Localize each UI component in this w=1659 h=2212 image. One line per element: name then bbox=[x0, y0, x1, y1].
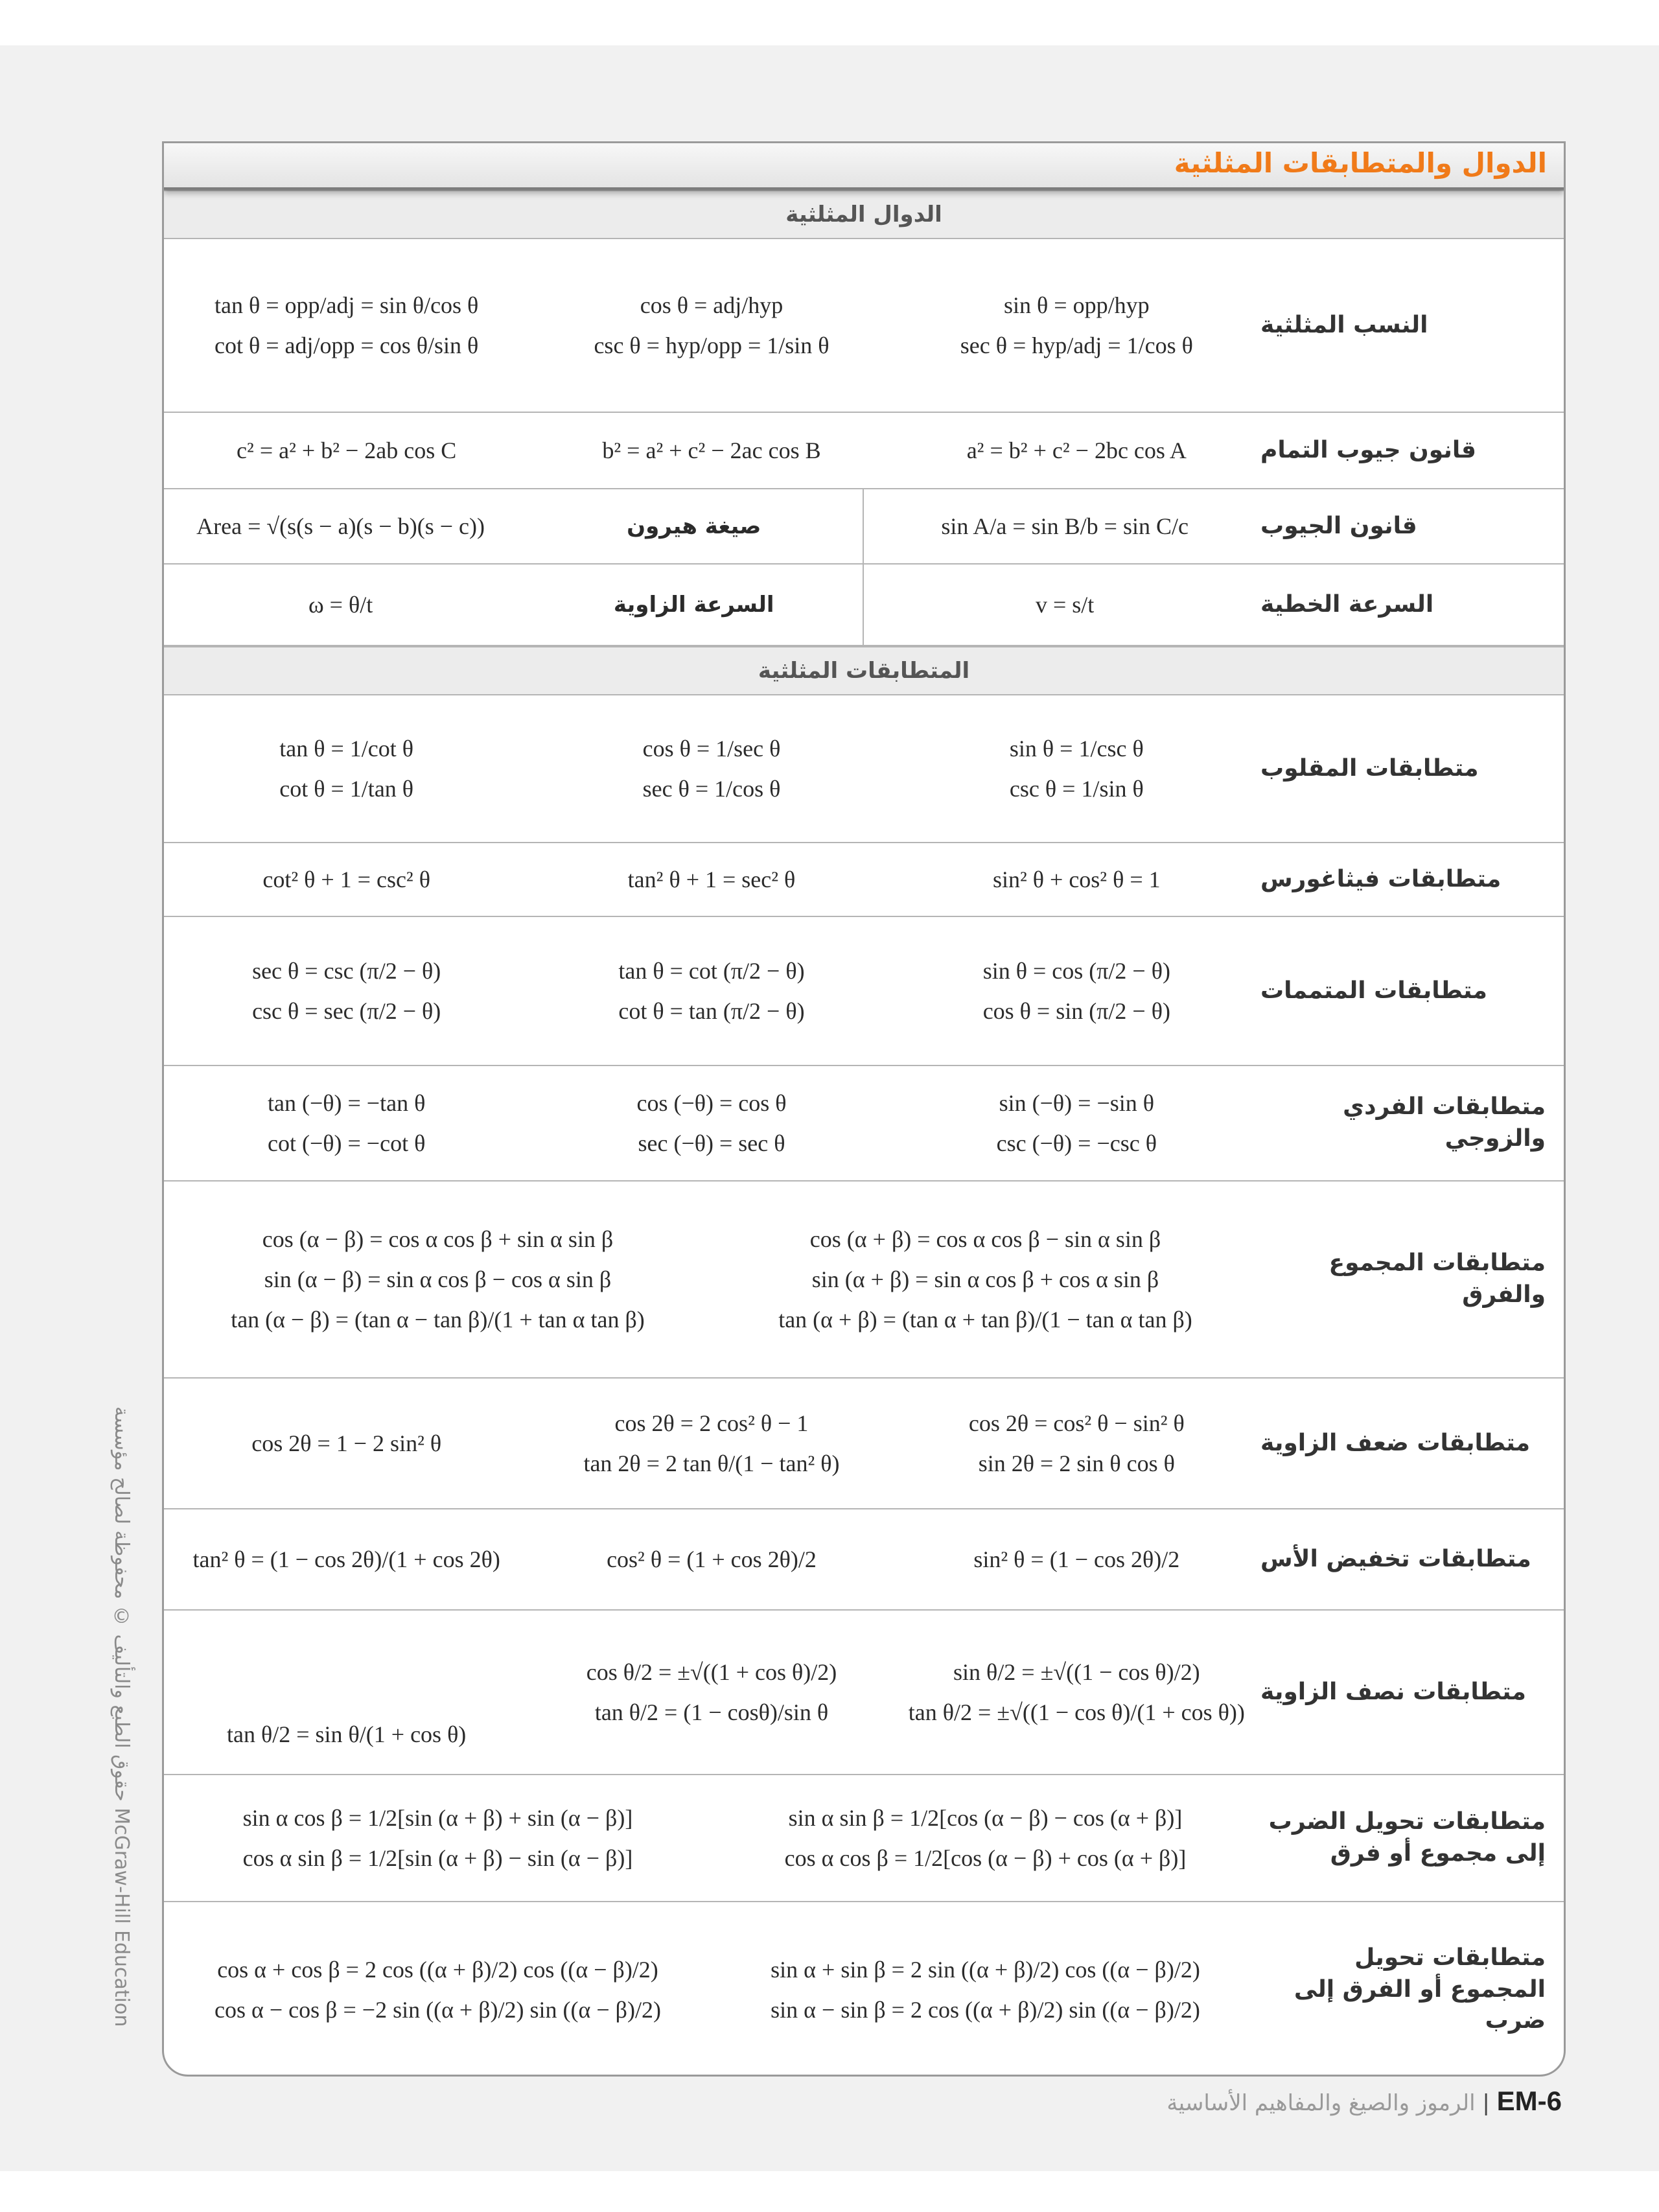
formula: Area = √(s(s − a)(s − b)(s − c)) bbox=[196, 513, 485, 539]
row-label: متطابقات تخفيض الأس bbox=[1260, 1545, 1531, 1572]
formula: cos θ = 1/sec θ bbox=[642, 736, 781, 762]
formula: cos θ = adj/hyp bbox=[640, 292, 783, 318]
row-power-reducing bbox=[164, 1509, 1564, 1611]
row-label: السرعة الخطية bbox=[1260, 590, 1434, 618]
formula: cot² θ + 1 = csc² θ bbox=[262, 867, 430, 892]
formula: cos α + cos β = 2 cos ((α + β)/2) cos ((α − β)/2) bbox=[217, 1957, 658, 1983]
row-cofunction bbox=[164, 917, 1564, 1066]
formula: tan 2θ = 2 tan θ/(1 − tan² θ) bbox=[583, 1450, 840, 1476]
formula: sec θ = 1/cos θ bbox=[642, 776, 781, 802]
formula: v = s/t bbox=[1035, 592, 1095, 618]
formula: tan θ = opp/adj = sin θ/cos θ bbox=[215, 292, 479, 318]
formula: cos (α − β) = cos α cos β + sin α sin β bbox=[262, 1226, 614, 1252]
row-sum-to-product bbox=[164, 1902, 1564, 2077]
formula: sin θ = cos (π/2 − θ) bbox=[982, 958, 1170, 984]
row-law-of-cosines bbox=[164, 413, 1564, 489]
row-law-of-sines bbox=[164, 489, 1564, 565]
row-label: قانون الجيوب bbox=[1260, 512, 1417, 539]
formula-card bbox=[162, 141, 1566, 2077]
formula: cos (−θ) = cos θ bbox=[636, 1090, 787, 1116]
formula: sin θ/2 = ±√((1 − cos θ)/2) bbox=[953, 1659, 1200, 1685]
row-label: متطابقات نصف الزاوية bbox=[1260, 1678, 1526, 1705]
row-pythagorean bbox=[164, 843, 1564, 917]
formula: sec (−θ) = sec θ bbox=[638, 1130, 785, 1156]
formula: cos 2θ = cos² θ − sin² θ bbox=[968, 1410, 1185, 1436]
formula: sin² θ = (1 − cos 2θ)/2 bbox=[973, 1546, 1180, 1572]
formula: sin² θ + cos² θ = 1 bbox=[992, 867, 1161, 892]
row-label: متطابقات فيثاغورس bbox=[1260, 865, 1502, 892]
section-identities: المتطابقات المثلثية bbox=[164, 646, 1564, 695]
formula: sin 2θ = 2 sin θ cos θ bbox=[978, 1450, 1175, 1476]
title-bar bbox=[164, 143, 1564, 190]
formula: cos θ/2 = ±√((1 + cos θ)/2) bbox=[586, 1659, 837, 1685]
formula: csc θ = sec (π/2 − θ) bbox=[252, 998, 441, 1024]
section-functions: الدوال المثلثية bbox=[164, 190, 1564, 239]
formula: tan (α + β) = (tan α + tan β)/(1 − tan α tan β) bbox=[778, 1307, 1192, 1333]
formula: sin θ = 1/csc θ bbox=[1009, 736, 1144, 762]
formula: tan (α − β) = (tan α − tan β)/(1 + tan α tan β) bbox=[231, 1307, 645, 1333]
row-label: قانون جيوب التمام bbox=[1260, 436, 1476, 463]
formula: cos 2θ = 1 − 2 sin² θ bbox=[251, 1430, 442, 1456]
formula: cot (−θ) = −cot θ bbox=[267, 1130, 426, 1156]
row-odd-even bbox=[164, 1066, 1564, 1182]
footer-text: الرموز والصيغ والمفاهيم الأساسية bbox=[1166, 2090, 1476, 2116]
row-reciprocal bbox=[164, 695, 1564, 843]
formula: sec θ = csc (π/2 − θ) bbox=[252, 958, 441, 984]
row-speed bbox=[164, 565, 1564, 646]
formula: sin θ = opp/hyp bbox=[1004, 292, 1150, 318]
formula: c² = a² + b² − 2ab cos C bbox=[237, 437, 457, 463]
formula: tan θ/2 = sin θ/(1 + cos θ) bbox=[227, 1721, 467, 1747]
formula: b² = a² + c² − 2ac cos B bbox=[602, 437, 821, 463]
row-label: متطابقات تحويل المجموع أو الفرق إلى ضرب bbox=[1294, 1944, 1546, 2034]
copyright-text: حقوق الطبع والتأليف © محفوظة لصالح مؤسسة McGraw-Hill Education bbox=[110, 1406, 133, 2027]
page-title: الدوال والمتطابقات المثلثية bbox=[1174, 147, 1547, 179]
row-label: متطابقات ضعف الزاوية bbox=[1260, 1429, 1531, 1456]
formula: cot θ = 1/tan θ bbox=[279, 776, 414, 802]
formula: cos α cos β = 1/2[cos (α − β) + cos (α + β)] bbox=[784, 1845, 1187, 1871]
formula: sin (α + β) = sin α cos β + cos α sin β bbox=[811, 1266, 1159, 1292]
formula: tan θ = cot (π/2 − θ) bbox=[618, 958, 805, 984]
row-double-angle bbox=[164, 1379, 1564, 1509]
formula: sin (−θ) = −sin θ bbox=[999, 1090, 1155, 1116]
formula: sin α + sin β = 2 sin ((α + β)/2) cos ((α − β)/2) bbox=[771, 1957, 1200, 1983]
copyright-side-text bbox=[110, 1406, 136, 2055]
formula: cos (α + β) = cos α cos β − sin α sin β bbox=[809, 1226, 1161, 1252]
page-number: EM-6 bbox=[1496, 2086, 1562, 2116]
angular-speed-label: السرعة الزاوية bbox=[613, 592, 774, 618]
formula: tan (−θ) = −tan θ bbox=[267, 1090, 426, 1116]
formula: tan θ/2 = (1 − cosθ)/sin θ bbox=[594, 1699, 829, 1725]
row-label: النسب المثلثية bbox=[1260, 311, 1428, 338]
row-label: متطابقات المتممات bbox=[1260, 977, 1487, 1004]
formula: cot θ = adj/opp = cos θ/sin θ bbox=[215, 332, 479, 358]
page-footer: EM-6 | الرموز والصيغ والمفاهيم الأساسية bbox=[1166, 2086, 1562, 2116]
row-product-to-sum bbox=[164, 1775, 1564, 1902]
formula: sin α − sin β = 2 cos ((α + β)/2) sin ((α − β)/2) bbox=[771, 1997, 1200, 2023]
formula: cos² θ = (1 + cos 2θ)/2 bbox=[607, 1546, 817, 1572]
formula: tan² θ + 1 = sec² θ bbox=[627, 867, 796, 892]
formula: sin α cos β = 1/2[sin (α + β) + sin (α − β)] bbox=[242, 1805, 633, 1831]
row-label: متطابقات الفردي والزوجي bbox=[1343, 1093, 1546, 1152]
row-label: متطابقات المجموع والفرق bbox=[1328, 1250, 1546, 1308]
formula: cos θ = sin (π/2 − θ) bbox=[982, 998, 1170, 1024]
formula: tan θ = 1/cot θ bbox=[279, 736, 414, 762]
row-label: متطابقات المقلوب bbox=[1260, 754, 1479, 782]
row-label: متطابقات تحويل الضرب إلى مجموع أو فرق bbox=[1268, 1808, 1546, 1867]
formula: sec θ = hyp/adj = 1/cos θ bbox=[960, 332, 1193, 358]
formula: sin α sin β = 1/2[cos (α − β) − cos (α + β)] bbox=[788, 1805, 1183, 1831]
formula: tan θ/2 = ±√((1 − cos θ)/(1 + cos θ)) bbox=[908, 1699, 1245, 1725]
formula: csc θ = 1/sin θ bbox=[1009, 776, 1144, 802]
formula: cos 2θ = 2 cos² θ − 1 bbox=[614, 1410, 809, 1436]
formula: cos α sin β = 1/2[sin (α + β) − sin (α − β)] bbox=[242, 1845, 633, 1871]
formula: sin (α − β) = sin α cos β − cos α sin β bbox=[264, 1266, 612, 1292]
formula: csc (−θ) = −csc θ bbox=[996, 1130, 1157, 1156]
formula: cos α − cos β = −2 sin ((α + β)/2) sin ((α − β)/2) bbox=[215, 1997, 661, 2023]
formula: cot θ = tan (π/2 − θ) bbox=[618, 998, 805, 1024]
formula: sin A/a = sin B/b = sin C/c bbox=[941, 513, 1189, 539]
formula: csc θ = hyp/opp = 1/sin θ bbox=[594, 332, 830, 358]
formula: a² = b² + c² − 2bc cos A bbox=[966, 437, 1187, 463]
row-sum-difference bbox=[164, 1182, 1564, 1379]
formula: ω = θ/t bbox=[308, 592, 373, 618]
formula: tan² θ = (1 − cos 2θ)/(1 + cos 2θ) bbox=[192, 1546, 500, 1572]
row-ratios bbox=[164, 239, 1564, 413]
row-half-angle bbox=[164, 1611, 1564, 1775]
heron-label: صيغة هيرون bbox=[627, 513, 761, 539]
